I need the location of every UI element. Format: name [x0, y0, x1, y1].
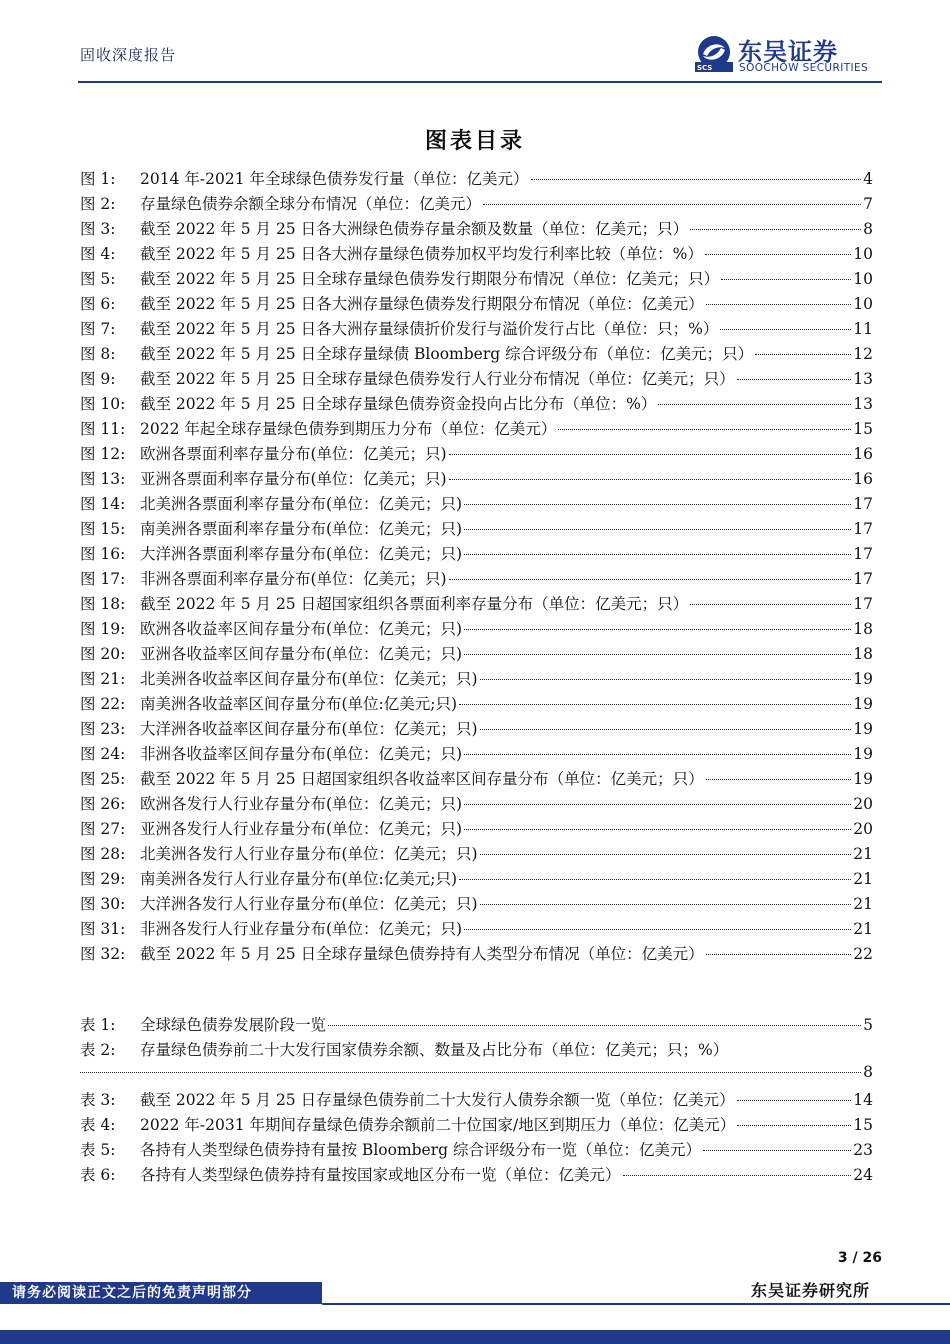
dot-leader — [464, 529, 851, 530]
figure-entry[interactable] — [80, 342, 873, 367]
entry-page: 17 — [853, 570, 873, 588]
figure-entry[interactable] — [80, 317, 873, 342]
entry-number: 图 21: — [80, 670, 126, 688]
entry-title: 2022 年起全球存量绿色债券到期压力分布（单位：亿美元） — [140, 420, 557, 438]
entry-number: 图 18: — [80, 595, 126, 613]
dot-leader — [705, 254, 851, 255]
entry-title: 截至 2022 年 5 月 25 日各大洲存量绿债折价发行与溢价发行占比（单位：只；%） — [140, 320, 719, 338]
figure-entry[interactable] — [80, 417, 873, 442]
dot-leader — [449, 454, 852, 455]
entry-page: 7 — [863, 195, 873, 213]
figure-entry[interactable] — [80, 742, 873, 767]
entry-title: 非洲各收益率区间存量分布(单位：亿美元；只) — [140, 745, 463, 763]
entry-number: 图 9: — [80, 370, 116, 388]
entry-number: 图 17: — [80, 570, 126, 588]
dot-leader — [464, 754, 851, 755]
figure-entry[interactable] — [80, 392, 873, 417]
entry-title: 欧洲各发行人行业存量分布(单位：亿美元；只) — [140, 795, 463, 813]
entry-title: 截至 2022 年 5 月 25 日超国家组织各票面利率存量分布（单位：亿美元；只） — [140, 595, 689, 613]
entry-title: 存量绿色债券余额全球分布情况（单位：亿美元） — [140, 195, 482, 213]
table-entry[interactable] — [80, 1113, 873, 1138]
figure-entry[interactable] — [80, 717, 873, 742]
entry-page: 23 — [853, 1141, 873, 1159]
entry-page: 19 — [853, 720, 873, 738]
entry-number: 图 16: — [80, 545, 126, 563]
figure-entry[interactable] — [80, 592, 873, 617]
entry-title: 存量绿色债券前二十大发行国家债券余额、数量及占比分布（单位：亿美元；只；%） — [140, 1041, 729, 1059]
entry-number: 图 20: — [80, 645, 126, 663]
table-list — [80, 1013, 873, 1188]
table-entry[interactable] — [80, 1163, 873, 1188]
entry-title: 亚洲各收益率区间存量分布(单位：亿美元；只) — [140, 645, 463, 663]
dot-leader — [558, 429, 851, 430]
entry-page: 22 — [853, 945, 873, 963]
figure-entry[interactable] — [80, 642, 873, 667]
entry-page: 21 — [853, 870, 873, 888]
entry-number: 图 12: — [80, 445, 126, 463]
entry-number: 图 24: — [80, 745, 126, 763]
dot-leader — [755, 354, 851, 355]
dot-leader — [464, 829, 851, 830]
entry-number: 图 5: — [80, 270, 116, 288]
entry-page: 4 — [863, 170, 873, 188]
entry-title: 非洲各票面利率存量分布(单位：亿美元；只) — [140, 570, 447, 588]
dot-leader — [623, 1175, 852, 1176]
entry-page: 8 — [863, 1063, 873, 1081]
company-logo — [694, 34, 882, 78]
logo-english-name: SOOCHOW SECURITIES — [739, 62, 869, 74]
dot-leader — [737, 379, 852, 380]
figure-entry[interactable] — [80, 192, 873, 217]
entry-page: 16 — [853, 470, 873, 488]
entry-title: 截至 2022 年 5 月 25 日全球存量绿色债券发行期限分布情况（单位：亿美元；只） — [140, 270, 720, 288]
entry-page: 24 — [853, 1166, 873, 1184]
entry-number: 图 28: — [80, 845, 126, 863]
figure-entry[interactable] — [80, 667, 873, 692]
entry-page: 14 — [853, 1091, 873, 1109]
dot-leader — [720, 329, 851, 330]
header-divider — [78, 81, 882, 83]
entry-number: 图 14: — [80, 495, 126, 513]
entry-title: 欧洲各票面利率存量分布(单位：亿美元；只) — [140, 445, 447, 463]
entry-title: 2014 年-2021 年全球绿色债券发行量（单位：亿美元） — [140, 170, 529, 188]
entry-number: 图 32: — [80, 945, 126, 963]
table-entry[interactable] — [80, 1138, 873, 1163]
dot-leader — [464, 554, 851, 555]
entry-page: 21 — [853, 845, 873, 863]
entry-page: 15 — [853, 420, 873, 438]
entry-page: 13 — [853, 370, 873, 388]
logo-chinese-name: 东吴证券 — [738, 38, 838, 66]
entry-page: 12 — [853, 345, 873, 363]
figure-entry[interactable] — [80, 367, 873, 392]
page-title: 图表目录 — [424, 129, 525, 154]
disclaimer-banner: 请务必阅读正文之后的免责声明部分 — [0, 1282, 322, 1304]
figure-entry[interactable] — [80, 867, 873, 892]
dot-leader — [737, 1125, 851, 1126]
entry-number: 表 2: — [80, 1041, 116, 1059]
dot-leader — [480, 679, 852, 680]
entry-page: 19 — [853, 695, 873, 713]
entry-page: 15 — [853, 1116, 873, 1134]
entry-number: 表 4: — [80, 1116, 116, 1134]
figure-entry[interactable] — [80, 792, 873, 817]
entry-page: 17 — [853, 545, 873, 563]
dot-leader — [706, 304, 852, 305]
figure-entry[interactable] — [80, 567, 873, 592]
entry-title: 截至 2022 年 5 月 25 日各大洲存量绿色债券发行期限分布情况（单位：亿美元） — [140, 295, 704, 313]
dot-leader — [706, 779, 852, 780]
entry-page: 17 — [853, 520, 873, 538]
entry-page: 21 — [853, 895, 873, 913]
entry-title: 全球绿色债券发展阶段一览 — [140, 1016, 327, 1034]
entry-title: 截至 2022 年 5 月 25 日各大洲绿色债券存量余额及数量（单位：亿美元；只） — [140, 220, 689, 238]
dot-leader — [721, 279, 851, 280]
dot-leader — [464, 804, 851, 805]
entry-page: 10 — [853, 245, 873, 263]
institute-name: 东吴证券研究所 — [750, 1281, 870, 1300]
figure-entry[interactable] — [80, 892, 873, 917]
figure-entry[interactable] — [80, 292, 873, 317]
figure-entry[interactable] — [80, 692, 873, 717]
page-number: 3 / 26 — [837, 1250, 882, 1266]
figure-entry[interactable] — [80, 767, 873, 792]
entry-page: 21 — [853, 920, 873, 938]
figure-entry[interactable] — [80, 542, 873, 567]
logo-abbr: SCS — [697, 64, 713, 72]
dot-leader — [480, 854, 852, 855]
dot-leader — [480, 904, 852, 905]
entry-title: 北美洲各收益率区间存量分布(单位：亿美元；只) — [140, 670, 478, 688]
table-entry[interactable] — [80, 1088, 873, 1113]
entry-number: 图 19: — [80, 620, 126, 638]
entry-title: 欧洲各收益率区间存量分布(单位：亿美元；只) — [140, 620, 463, 638]
figure-entry[interactable] — [80, 467, 873, 492]
entry-page: 18 — [853, 620, 873, 638]
figure-entry[interactable] — [80, 267, 873, 292]
entry-number: 表 1: — [80, 1016, 116, 1034]
entry-title: 截至 2022 年 5 月 25 日各大洲存量绿色债券加权平均发行利率比较（单位：%） — [140, 245, 703, 263]
entry-title: 南美洲各收益率区间存量分布(单位:亿美元;只) — [140, 695, 458, 713]
entry-title: 截至 2022 年 5 月 25 日全球存量绿色债券发行人行业分布情况（单位：亿美元；只） — [140, 370, 735, 388]
entry-page: 19 — [853, 770, 873, 788]
entry-title: 大洋洲各发行人行业存量分布(单位：亿美元；只) — [140, 895, 478, 913]
entry-page: 8 — [863, 220, 873, 238]
entry-number: 图 6: — [80, 295, 116, 313]
entry-number: 图 22: — [80, 695, 126, 713]
entry-page: 20 — [853, 820, 873, 838]
dot-leader — [328, 1025, 861, 1026]
dot-leader — [449, 479, 852, 480]
entry-number: 图 30: — [80, 895, 126, 913]
entry-number: 图 4: — [80, 245, 116, 263]
entry-page: 5 — [863, 1016, 873, 1034]
entry-number: 图 23: — [80, 720, 126, 738]
entry-page: 11 — [853, 320, 873, 338]
figure-entry[interactable] — [80, 492, 873, 517]
entry-title: 南美洲各票面利率存量分布(单位：亿美元；只) — [140, 520, 463, 538]
entry-title: 南美洲各发行人行业存量分布(单位:亿美元;只) — [140, 870, 458, 888]
entry-title: 截至 2022 年 5 月 25 日全球存量绿色债券资金投向占比分布（单位：%） — [140, 395, 657, 413]
entry-title: 北美洲各票面利率存量分布(单位：亿美元；只) — [140, 495, 463, 513]
dot-leader — [690, 604, 851, 605]
figure-entry[interactable] — [80, 217, 873, 242]
figure-entry[interactable] — [80, 817, 873, 842]
entry-title: 截至 2022 年 5 月 25 日超国家组织各收益率区间存量分布（单位：亿美元；只） — [140, 770, 704, 788]
entry-number: 图 29: — [80, 870, 126, 888]
entry-page: 18 — [853, 645, 873, 663]
dot-leader — [531, 179, 862, 180]
entry-title: 截至 2022 年 5 月 25 日全球存量绿债 Bloomberg 综合评级分布（单位：亿美元；只） — [140, 345, 754, 363]
dot-leader — [464, 504, 851, 505]
bottom-brand-bar — [0, 1330, 950, 1344]
dot-leader — [483, 204, 861, 205]
figure-entry[interactable] — [80, 167, 873, 192]
entry-title: 截至 2022 年 5 月 25 日全球存量绿色债券持有人类型分布情况（单位：亿美元） — [140, 945, 704, 963]
entry-title: 非洲各发行人行业存量分布(单位：亿美元；只) — [140, 920, 463, 938]
entry-number: 图 10: — [80, 395, 126, 413]
entry-number: 图 25: — [80, 770, 126, 788]
figure-entry[interactable] — [80, 242, 873, 267]
dot-leader — [459, 879, 851, 880]
entry-title: 2022 年-2031 年期间存量绿色债券余额前二十位国家/地区到期压力（单位：亿美元） — [140, 1116, 736, 1134]
entry-page: 20 — [853, 795, 873, 813]
entry-number: 图 1: — [80, 170, 116, 188]
table-entry[interactable] — [80, 1013, 873, 1038]
figure-list — [80, 167, 873, 967]
entry-title: 大洋洲各收益率区间存量分布(单位：亿美元；只) — [140, 720, 478, 738]
dot-leader — [703, 1150, 851, 1151]
figure-entry[interactable] — [80, 917, 873, 942]
dot-leader — [80, 1072, 861, 1073]
entry-page: 10 — [853, 295, 873, 313]
table-entry[interactable] — [80, 1038, 873, 1088]
entry-number: 图 15: — [80, 520, 126, 538]
entry-number: 图 31: — [80, 920, 126, 938]
footer-divider — [322, 1303, 950, 1305]
report-category: 固收深度报告 — [80, 46, 177, 64]
entry-page: 19 — [853, 745, 873, 763]
entry-number: 图 26: — [80, 795, 126, 813]
entry-title: 各持有人类型绿色债券持有量按国家或地区分布一览（单位：亿美元） — [140, 1166, 621, 1184]
entry-page: 16 — [853, 445, 873, 463]
entry-title: 北美洲各发行人行业存量分布(单位：亿美元；只) — [140, 845, 478, 863]
figure-entry[interactable] — [80, 517, 873, 542]
dot-leader — [449, 579, 852, 580]
entry-title: 亚洲各票面利率存量分布(单位：亿美元；只) — [140, 470, 447, 488]
dot-leader — [464, 629, 851, 630]
entry-number: 表 5: — [80, 1141, 116, 1159]
dot-leader — [464, 929, 851, 930]
entry-title: 大洋洲各票面利率存量分布(单位：亿美元；只) — [140, 545, 463, 563]
entry-number: 图 3: — [80, 220, 116, 238]
dot-leader — [480, 729, 852, 730]
dot-leader — [706, 954, 852, 955]
entry-number: 表 6: — [80, 1166, 116, 1184]
entry-number: 图 13: — [80, 470, 126, 488]
figure-entry[interactable] — [80, 942, 873, 967]
dot-leader — [658, 404, 851, 405]
entry-page: 17 — [853, 595, 873, 613]
dot-leader — [690, 229, 861, 230]
entry-title: 截至 2022 年 5 月 25 日存量绿色债券前二十大发行人债券余额一览（单位：亿美元） — [140, 1091, 735, 1109]
entry-title: 各持有人类型绿色债券持有量按 Bloomberg 综合评级分布一览（单位：亿美元） — [140, 1141, 701, 1159]
figure-entry[interactable] — [80, 842, 873, 867]
dot-leader — [464, 654, 851, 655]
entry-number: 图 8: — [80, 345, 116, 363]
entry-number: 图 11: — [80, 420, 126, 438]
figure-entry[interactable] — [80, 442, 873, 467]
entry-page: 19 — [853, 670, 873, 688]
entry-continuation-line — [80, 1063, 873, 1088]
dot-leader — [459, 704, 851, 705]
entry-number: 图 7: — [80, 320, 116, 338]
entry-page: 13 — [853, 395, 873, 413]
entry-page: 10 — [853, 270, 873, 288]
figure-entry[interactable] — [80, 617, 873, 642]
entry-page: 17 — [853, 495, 873, 513]
entry-number: 图 27: — [80, 820, 126, 838]
dot-leader — [737, 1100, 852, 1101]
entry-number: 表 3: — [80, 1091, 116, 1109]
entry-first-line — [80, 1038, 873, 1063]
entry-number: 图 2: — [80, 195, 116, 213]
entry-title: 亚洲各发行人行业存量分布(单位：亿美元；只) — [140, 820, 463, 838]
